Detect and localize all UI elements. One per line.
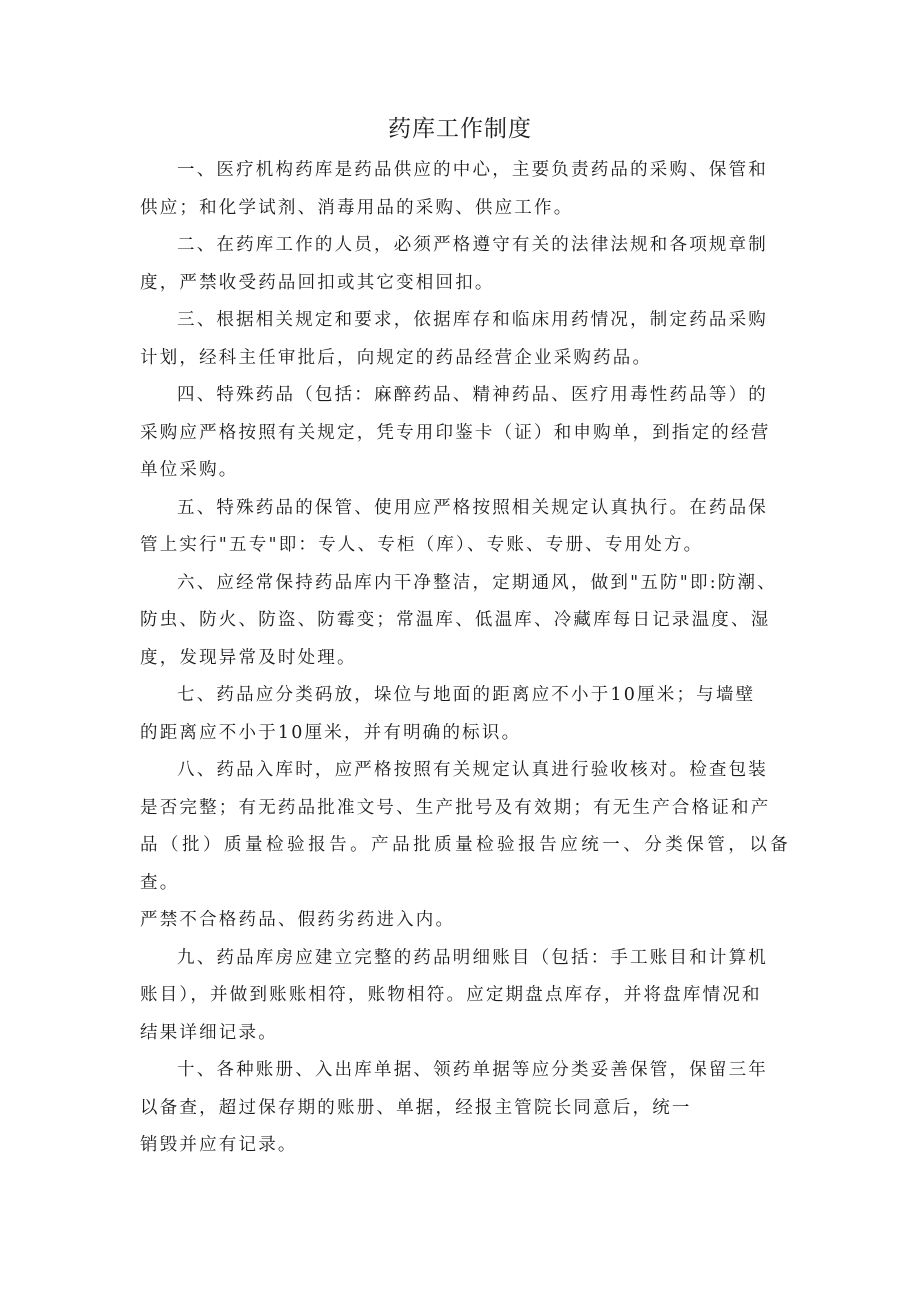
paragraph-line: 结果详细记录。: [140, 1022, 278, 1043]
paragraph-line: 严禁不合格药品、假药劣药进入内。: [140, 910, 456, 930]
paragraph-4: [140, 377, 790, 490]
paragraph-line: 管上实行"五专"即：专人、专柜（库）、专账、专册、专用处方。: [140, 535, 704, 555]
paragraph-line: 防虫、防火、防盗、防霉变；常温库、低温库、冷藏库每日记录温度、湿: [140, 610, 771, 630]
paragraph-line: 六、应经常保持药品库内干净整洁，定期通风，做到"五防"即:防潮、: [177, 572, 777, 593]
paragraph-line: 的距离应不小于10厘米，并有明确的标识。: [140, 722, 522, 743]
paragraph-line: 十、各种账册、入出库单据、领药单据等应分类妥善保管，保留三年: [177, 1060, 768, 1080]
paragraph-line: 计划，经科主任审批后，向规定的药品经营企业采购药品。: [140, 347, 653, 368]
paragraph-9: [140, 940, 790, 1053]
paragraph-line: 度，发现异常及时处理。: [140, 647, 357, 668]
paragraph-10: [140, 1052, 790, 1165]
paragraph-line: 七、药品应分类码放，垛位与地面的距离应不小于10厘米；与墙壁: [177, 685, 756, 705]
paragraph-7: [140, 677, 790, 752]
paragraph-line: 度，严禁收受药品回扣或其它变相回扣。: [140, 272, 495, 293]
paragraph-line: 账目），并做到账账相符，账物相符。应定期盘点库存，并将盘库情况和: [140, 985, 762, 1005]
paragraph-line: 供应；和化学试剂、消毒用品的采购、供应工作。: [140, 197, 574, 218]
paragraph-8: [140, 752, 790, 940]
paragraph-line: 单位采购。: [140, 460, 239, 480]
paragraph-line: 一、医疗机构药库是药品供应的中心，主要负责药品的采购、保管和: [177, 160, 768, 180]
paragraph-line: 四、特殊药品（包括：麻醉药品、精神药品、医疗用毒性药品等）的: [177, 385, 768, 405]
paragraph-line: 采购应严格按照有关规定，凭专用印鉴卡（证）和申购单，到指定的经营: [140, 422, 771, 443]
paragraph-line: 九、药品库房应建立完整的药品明细账目（包括：手工账目和计算机: [177, 947, 768, 968]
paragraph-line: 二、在药库工作的人员，必须严格遵守有关的法律法规和各项规章制: [177, 235, 768, 255]
paragraph-line: 是否完整；有无药品批准文号、生产批号及有效期；有无生产合格证和产: [140, 797, 771, 818]
paragraph-1: [140, 152, 790, 227]
paragraph-line: 以备查，超过保存期的账册、单据，经报主管院长同意后，统一: [140, 1097, 692, 1118]
paragraph-5: [140, 490, 790, 565]
paragraph-6: [140, 565, 790, 678]
document-body: [140, 152, 790, 1165]
document-title: 药库工作制度: [388, 116, 532, 142]
paragraph-line: 三、根据相关规定和要求，依据库存和临床用药情况，制定药品采购: [177, 310, 768, 330]
paragraph-2: [140, 227, 790, 302]
paragraph-line: 八、药品入库时，应严格按照有关规定认真进行验收核对。检查包装: [177, 760, 768, 780]
paragraph-line: 五、特殊药品的保管、使用应严格按照相关规定认真执行。在药品保: [177, 497, 768, 518]
paragraph-line: 品（批）质量检验报告。产品批质量检验报告应统一、分类保管，以备查。: [140, 835, 790, 893]
paragraph-3: [140, 302, 790, 377]
paragraph-line: 销毁并应有记录。: [140, 1135, 298, 1155]
